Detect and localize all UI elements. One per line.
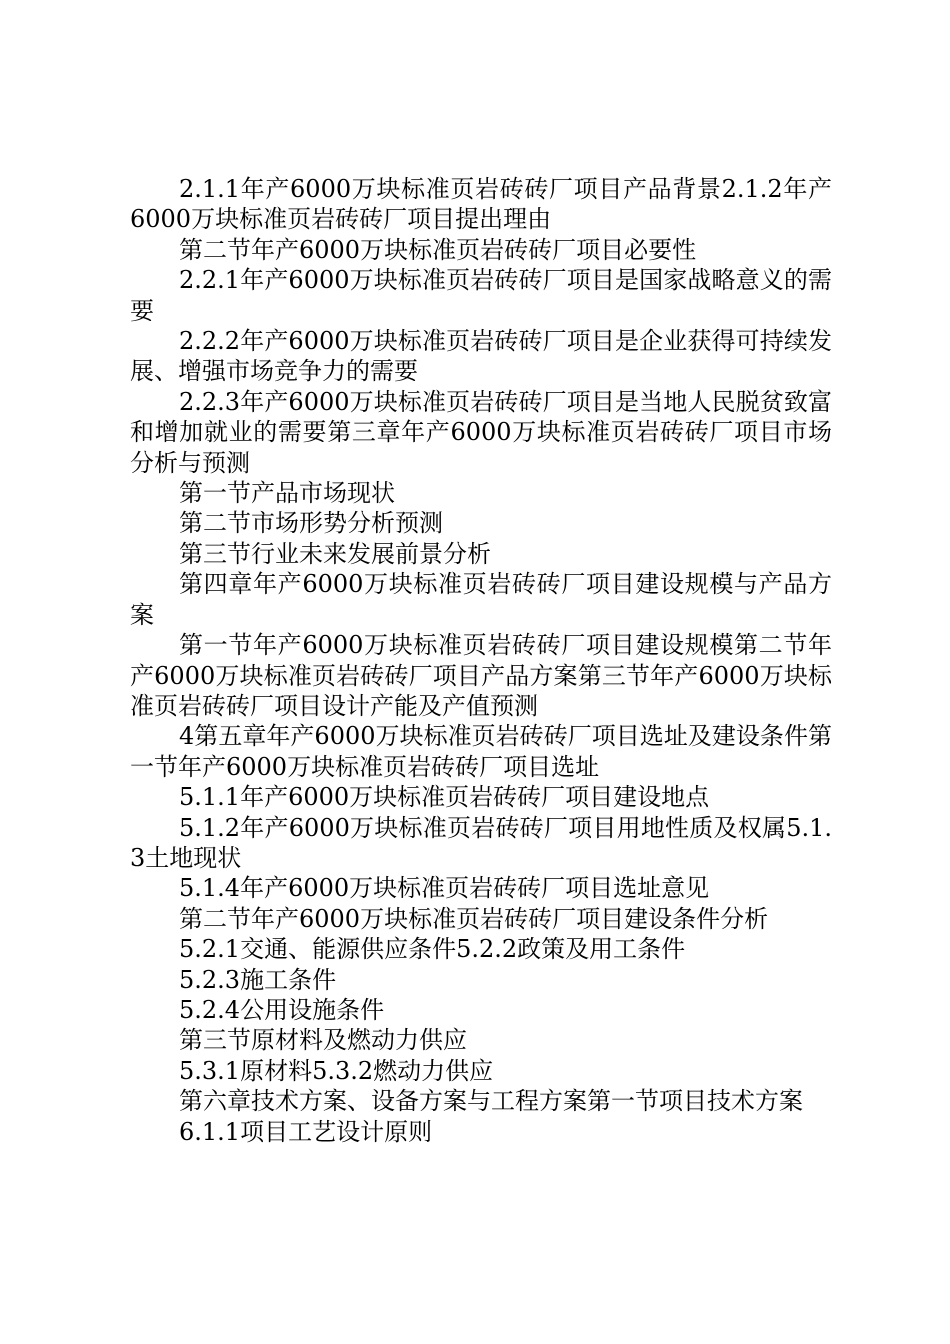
paragraph-2-1-1: 2.1.1年产6000万块标准页岩砖砖厂项目产品背景2.1.2年产6000万块标准页岩砖砖厂项目提出理由 (130, 175, 832, 234)
paragraph-5-1-1: 5.1.1年产6000万块标准页岩砖砖厂项目建设地点 (179, 783, 710, 812)
paragraph-5-2-4: 5.2.4公用设施条件 (179, 995, 385, 1024)
paragraph-section-3-1: 第一节产品市场现状 (179, 479, 395, 508)
paragraph-section-5-3: 第三节原材料及燃动力供应 (179, 1026, 467, 1055)
paragraph-chapter-5: 4第五章年产6000万块标准页岩砖砖厂项目选址及建设条件第一节年产6000万块标准页岩砖砖厂项目选址 (130, 722, 832, 781)
paragraph-section-2-2: 第二节年产6000万块标准页岩砖砖厂项目必要性 (179, 235, 697, 264)
paragraph-chapter-4: 第四章年产6000万块标准页岩砖砖厂项目建设规模与产品方案 (130, 570, 832, 629)
paragraph-section-5-2: 第二节年产6000万块标准页岩砖砖厂项目建设条件分析 (179, 904, 769, 933)
document-body (130, 174, 832, 1147)
paragraph-5-1-2: 5.1.2年产6000万块标准页岩砖砖厂项目用地性质及权属5.1.3土地现状 (130, 813, 832, 872)
paragraph-section-3-3: 第三节行业未来发展前景分析 (179, 539, 491, 568)
paragraph-chapter-4-sections: 第一节年产6000万块标准页岩砖砖厂项目建设规模第二节年产6000万块标准页岩砖砖厂项目产品方案第三节年产6000万块标准页岩砖砖厂项目设计产能及产值预测 (130, 631, 832, 720)
paragraph-5-2-1: 5.2.1交通、能源供应条件5.2.2政策及用工条件 (179, 935, 686, 964)
paragraph-chapter-6: 第六章技术方案、设备方案与工程方案第一节项目技术方案 (179, 1087, 803, 1116)
paragraph-section-3-2: 第二节市场形势分析预测 (179, 509, 443, 538)
paragraph-5-1-4: 5.1.4年产6000万块标准页岩砖砖厂项目选址意见 (179, 874, 710, 903)
paragraph-2-2-2: 2.2.2年产6000万块标准页岩砖砖厂项目是企业获得可持续发展、增强市场竞争力的需要 (130, 327, 832, 386)
paragraph-2-2-1: 2.2.1年产6000万块标准页岩砖砖厂项目是国家战略意义的需要 (130, 266, 832, 325)
paragraph-6-1-1: 6.1.1项目工艺设计原则 (179, 1117, 433, 1146)
paragraph-5-3-1: 5.3.1原材料5.3.2燃动力供应 (179, 1056, 494, 1085)
paragraph-5-2-3: 5.2.3施工条件 (179, 965, 337, 994)
paragraph-2-2-3: 2.2.3年产6000万块标准页岩砖砖厂项目是当地人民脱贫致富和增加就业的需要第三章年产6000万块标准页岩砖砖厂项目市场分析与预测 (130, 387, 832, 477)
